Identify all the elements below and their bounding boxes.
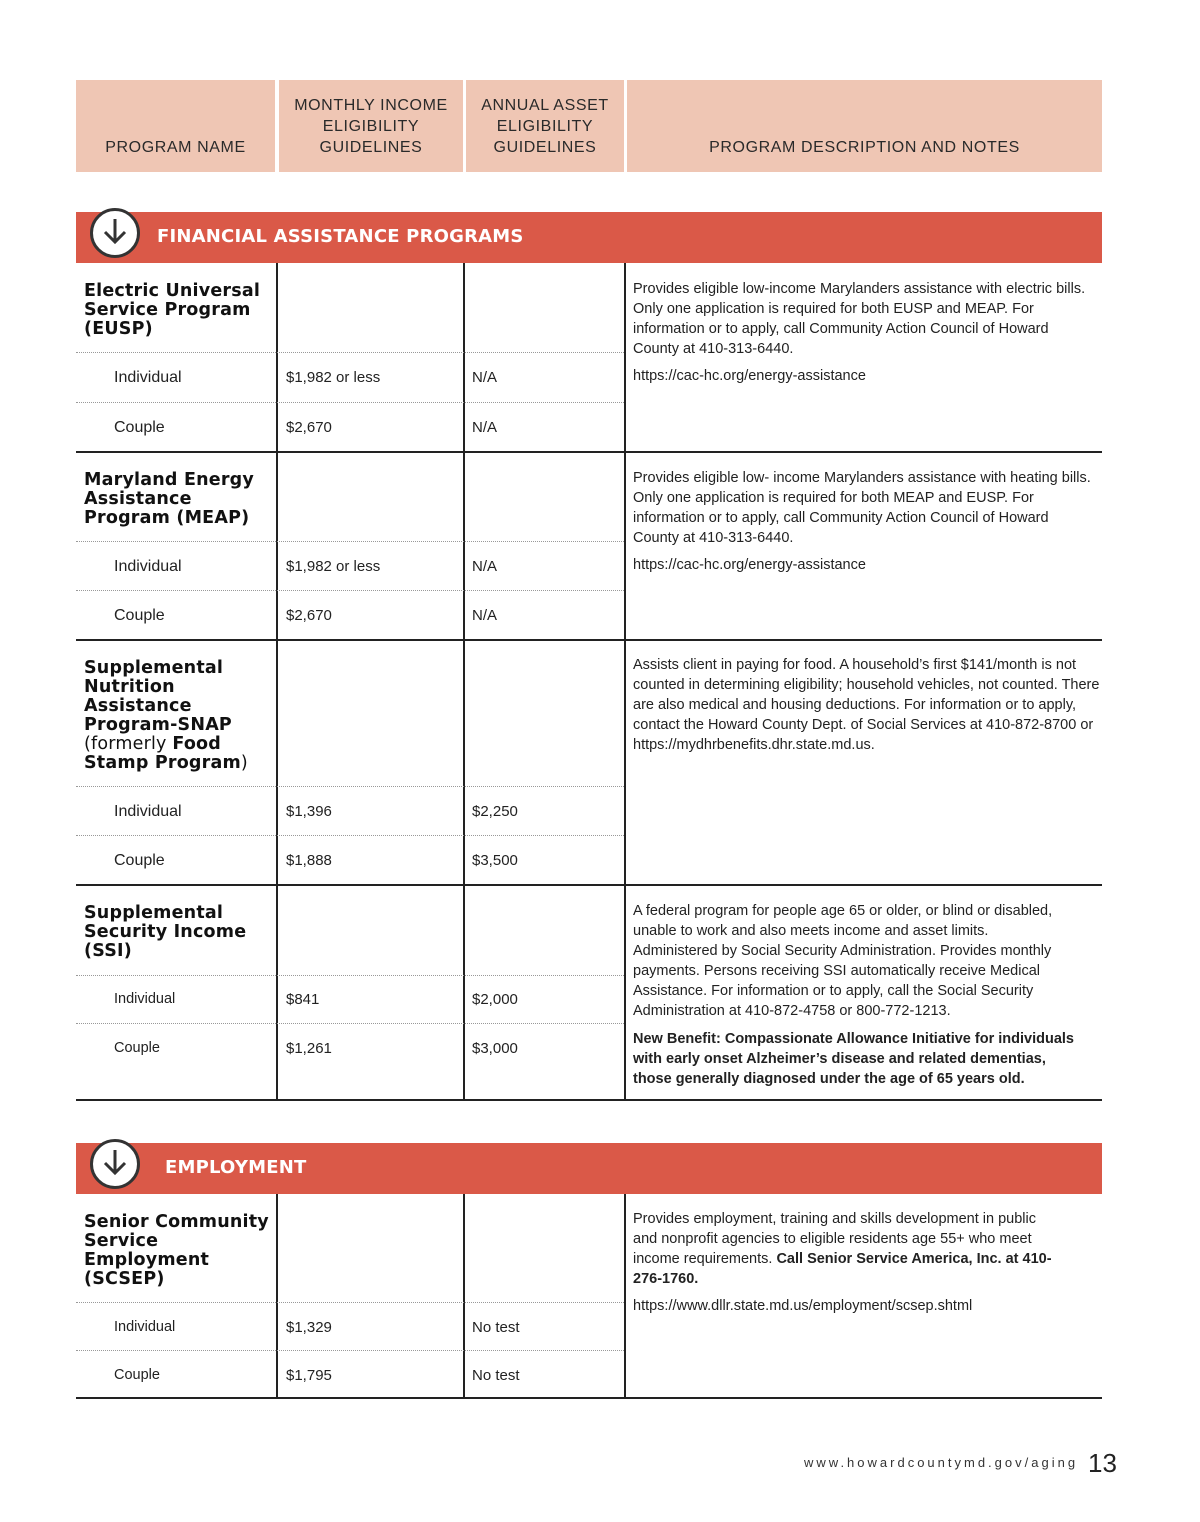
program-description-ssi: A federal program for people age 65 or older, or blind or disabled, unable to work and also meets income and asset limits. Administered by Social Security Administration. Provides monthly payments. Persons receiving SSI automatically receive Medical Assistance. For information or to apply, call the Social Security Administration at 410-872-4758 or 800-772-1213.	[633, 903, 1053, 1019]
row-label: Couple	[114, 1367, 160, 1383]
row-divider	[76, 590, 624, 591]
section-banner-employment	[76, 1143, 1102, 1194]
row-divider	[76, 541, 624, 542]
row-label: Individual	[114, 1319, 176, 1335]
new-benefit-note	[633, 1029, 1083, 1089]
snap-name-line: Supplemental	[84, 658, 224, 678]
program-name-meap: Maryland Energy Assistance Program (MEAP)	[84, 470, 254, 528]
program-link-scsep[interactable]: https://www.dllr.state.md.us/employment/scsep.shtml	[633, 1298, 973, 1314]
program-name-eusp: Electric Universal Service Program (EUSP)	[84, 281, 261, 339]
page-number: 13	[1088, 1448, 1117, 1478]
header-description	[627, 80, 1102, 172]
section-divider	[76, 1099, 1102, 1101]
snap-name-close: )	[240, 753, 248, 773]
snap-name-line: Nutrition	[84, 677, 175, 697]
row-divider	[76, 975, 624, 976]
section-divider	[76, 884, 1102, 886]
section-banner-financial	[76, 212, 1102, 263]
asset-value: $2,250	[472, 803, 518, 820]
section-title: FINANCIAL ASSISTANCE PROGRAMS	[157, 226, 524, 247]
income-value: $2,670	[286, 419, 332, 436]
program-link-eusp[interactable]: https://cac-hc.org/energy-assistance	[633, 368, 866, 384]
snap-name-line: Program-SNAP	[84, 715, 232, 735]
income-value: $1,261	[286, 1040, 332, 1057]
program-name-snap	[84, 659, 269, 773]
footer-url[interactable]: www.howardcountymd.gov/aging	[804, 1455, 1079, 1470]
income-value: $1,396	[286, 803, 332, 820]
header-monthly-income	[279, 80, 463, 172]
header-program-name-label: PROGRAM NAME	[105, 139, 246, 156]
row-divider	[76, 786, 624, 787]
scsep-call-text: Call Senior Service America, Inc. at 410-276-1760.	[633, 1251, 1052, 1287]
row-divider	[76, 1023, 624, 1024]
asset-value: N/A	[472, 419, 498, 436]
program-description-eusp: Provides eligible low-income Marylanders assistance with electric bills. Only one application is required for both EUSP and MEAP. For information or to apply, call Community Action Council of Howard County at 410-313-6440.	[633, 281, 1086, 357]
arrow-down-circle-icon	[90, 208, 140, 258]
column-divider	[624, 1194, 626, 1398]
row-divider	[76, 1302, 624, 1303]
row-divider	[76, 1350, 624, 1351]
asset-value: N/A	[472, 607, 498, 624]
program-name-scsep: Senior Community Service Employment (SCSEP)	[84, 1212, 269, 1289]
scsep-desc-text: Provides employment, training and skills development in public and nonprofit agencies to eligible residents age 55+ who meet income requirements.	[633, 1211, 1036, 1267]
row-label: Individual	[114, 369, 182, 386]
column-divider	[624, 263, 626, 1101]
income-value: $841	[286, 991, 320, 1008]
income-value: $1,795	[286, 1367, 332, 1384]
income-value: $1,982 or less	[286, 558, 381, 575]
income-value: $1,329	[286, 1319, 332, 1336]
header-annual-asset	[466, 80, 624, 172]
row-label: Individual	[114, 991, 176, 1007]
asset-value: $2,000	[472, 991, 518, 1008]
asset-value: No test	[472, 1319, 520, 1336]
row-label: Couple	[114, 1040, 160, 1056]
snap-name-line: Assistance	[84, 696, 192, 716]
header-description-label: PROGRAM DESCRIPTION AND NOTES	[709, 139, 1020, 156]
row-label: Individual	[114, 803, 182, 820]
section-divider	[76, 451, 1102, 453]
asset-value: N/A	[472, 369, 498, 386]
program-description-scsep	[633, 1209, 1063, 1289]
row-divider	[76, 835, 624, 836]
row-label: Couple	[114, 419, 165, 436]
row-label: Couple	[114, 852, 165, 869]
program-name-ssi: Supplemental Security Income (SSI)	[84, 903, 247, 961]
income-value: $1,982 or less	[286, 369, 381, 386]
asset-value: N/A	[472, 558, 498, 575]
section-divider	[76, 1397, 1102, 1399]
asset-value: No test	[472, 1367, 520, 1384]
header-program-name	[76, 80, 275, 172]
asset-value: $3,500	[472, 852, 518, 869]
program-description-meap: Provides eligible low- income Marylanders assistance with heating bills. Only one application is required for both MEAP and EUSP. For information or to apply, call Community Action Council of Howard County at 410-313-6440.	[633, 470, 1091, 546]
row-label: Couple	[114, 607, 165, 624]
column-divider	[463, 1194, 465, 1398]
income-value: $2,670	[286, 607, 332, 624]
snap-formerly: (formerly	[84, 734, 173, 754]
income-value: $1,888	[286, 852, 332, 869]
program-description-snap: Assists client in paying for food. A household’s first $141/month is not counted in determining eligibility; household vehicles, not counted. There are also medical and housing deductions. For information or to apply, contact the Howard County Dept. of Social Services at 410-872-8700 or https://mydhrbenefits.dhr.state.md.us.	[633, 657, 1100, 753]
section-title: EMPLOYMENT	[165, 1157, 307, 1178]
row-divider	[76, 402, 624, 403]
header-annual-asset-label: ANNUAL ASSET ELIGIBILITY GUIDELINES	[481, 97, 609, 156]
row-label: Individual	[114, 558, 182, 575]
snap-name-food: Food	[172, 734, 221, 754]
row-divider	[76, 352, 624, 353]
section-divider	[76, 639, 1102, 641]
arrow-down-circle-icon	[90, 1139, 140, 1189]
header-monthly-income-label: MONTHLY INCOME ELIGIBILITY GUIDELINES	[294, 97, 448, 156]
snap-name-line: Stamp Program	[84, 753, 241, 773]
new-benefit-text: New Benefit: Compassionate Allowance Initiative for individuals with early onset Alzheimer’s disease and related dementias, those generally diagnosed under the age of 65 years old.	[633, 1031, 1074, 1087]
asset-value: $3,000	[472, 1040, 518, 1057]
column-divider	[276, 1194, 278, 1398]
program-link-meap[interactable]: https://cac-hc.org/energy-assistance	[633, 557, 866, 573]
